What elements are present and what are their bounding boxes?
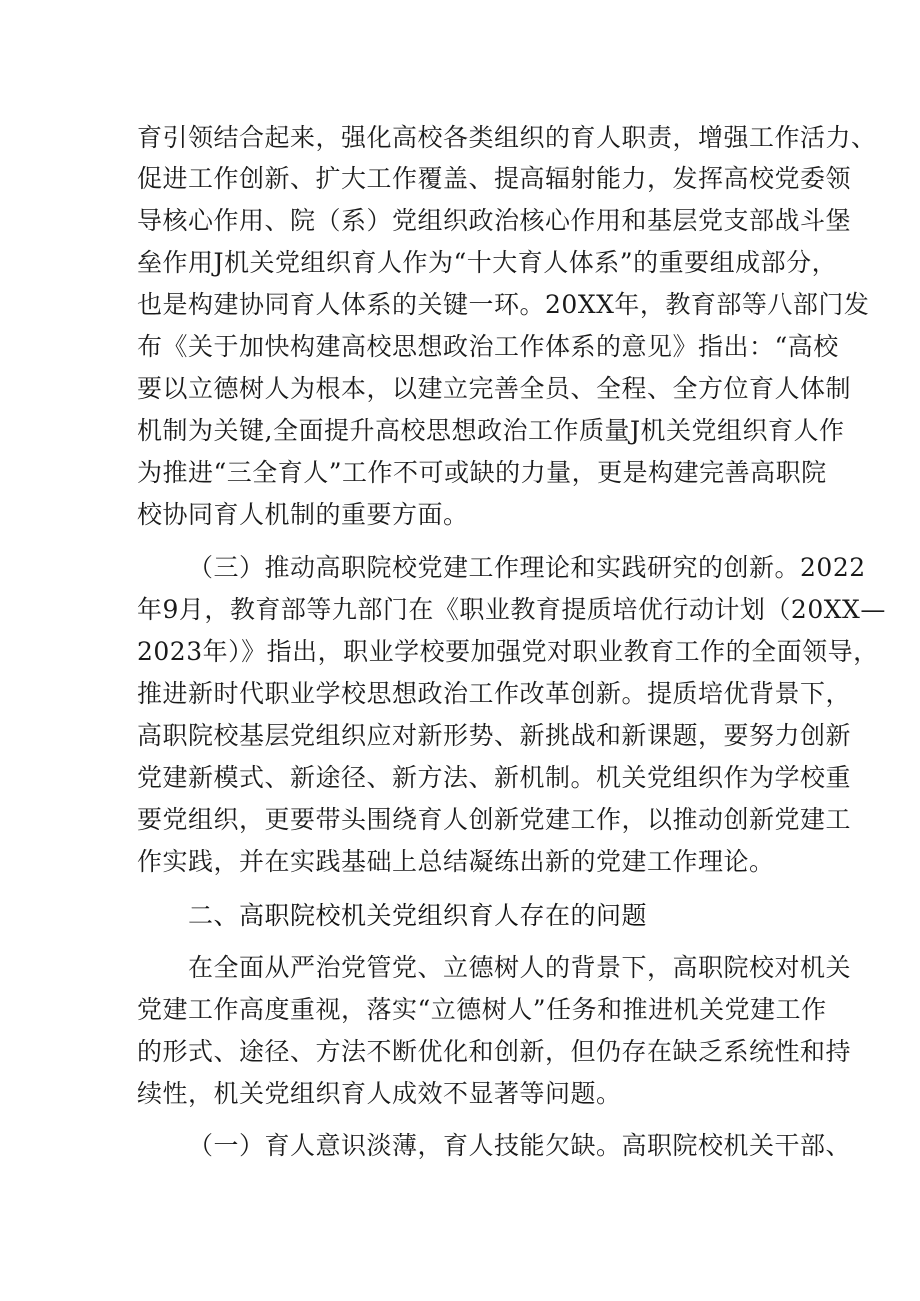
text-line: 作实践，并在实践基础上总结凝练出新的党建工作理论。: [137, 847, 775, 876]
text-line: 垒作用J机关党组织育人作为“十大育人体系”的重要组成部分，: [137, 248, 838, 277]
text-line: 要党组织，更要带头围绕育人创新党建工作，以推动创新党建工: [137, 805, 852, 834]
text-line: 机制为关键,全面提升高校思想政治工作质量J机关党组织育人作: [137, 416, 845, 445]
text-line: 年9月，教育部等九部门在《职业教育提质培优行动计划（20XX—: [137, 595, 886, 624]
text-line: 推进新时代职业学校思想政治工作改革创新。提质培优背景下，: [137, 679, 852, 708]
text-line: （一）育人意识淡薄，育人技能欠缺。高职院校机关干部、: [188, 1131, 852, 1160]
text-line: 促进工作创新、扩大工作覆盖、提高辐射能力，发挥高校党委领: [137, 164, 852, 193]
text-line: 在全面从严治党管党、立德树人的背景下，高职院校对机关: [188, 953, 852, 982]
text-line: 也是构建协同育人体系的关键一环。20XX年，教育部等八部门发: [137, 290, 870, 319]
text-line: 布《关于加快构建高校思想政治工作体系的意见》指出：“高校: [137, 332, 839, 361]
text-line: 的形式、途径、方法不断优化和创新，但仍存在缺乏系统性和持: [137, 1037, 852, 1066]
text-line: 高职院校基层党组织应对新形势、新挑战和新课题，要努力创新: [137, 721, 852, 750]
text-line: 校协同育人机制的重要方面。: [137, 500, 469, 529]
text-line: 党建新模式、新途径、新方法、新机制。机关党组织作为学校重: [137, 763, 852, 792]
text-line: 党建工作高度重视，落实“立德树人”任务和推进机关党建工作: [137, 995, 827, 1024]
text-line: 为推进“三全育人”工作不可或缺的力量，更是构建完善高职院: [137, 458, 827, 487]
text-line: 要以立德树人为根本，以建立完善全员、全程、全方位育人体制: [137, 374, 852, 403]
section-heading: 二、高职院校机关党组织育人存在的问题: [188, 901, 648, 930]
text-line: 续性，机关党组织育人成效不显著等问题。: [137, 1079, 622, 1108]
text-line: （三）推动高职院校党建工作理论和实践研究的创新。2022: [188, 553, 866, 582]
text-line: 育引领结合起来，强化高校各类组织的育人职责，增强工作活力、: [137, 123, 877, 152]
text-line: 导核心作用、院（系）党组织政治核心作用和基层党支部战斗堡: [137, 206, 852, 235]
text-line: 2023年）》指出，职业学校要加强党对职业教育工作的全面领导，: [137, 637, 879, 666]
